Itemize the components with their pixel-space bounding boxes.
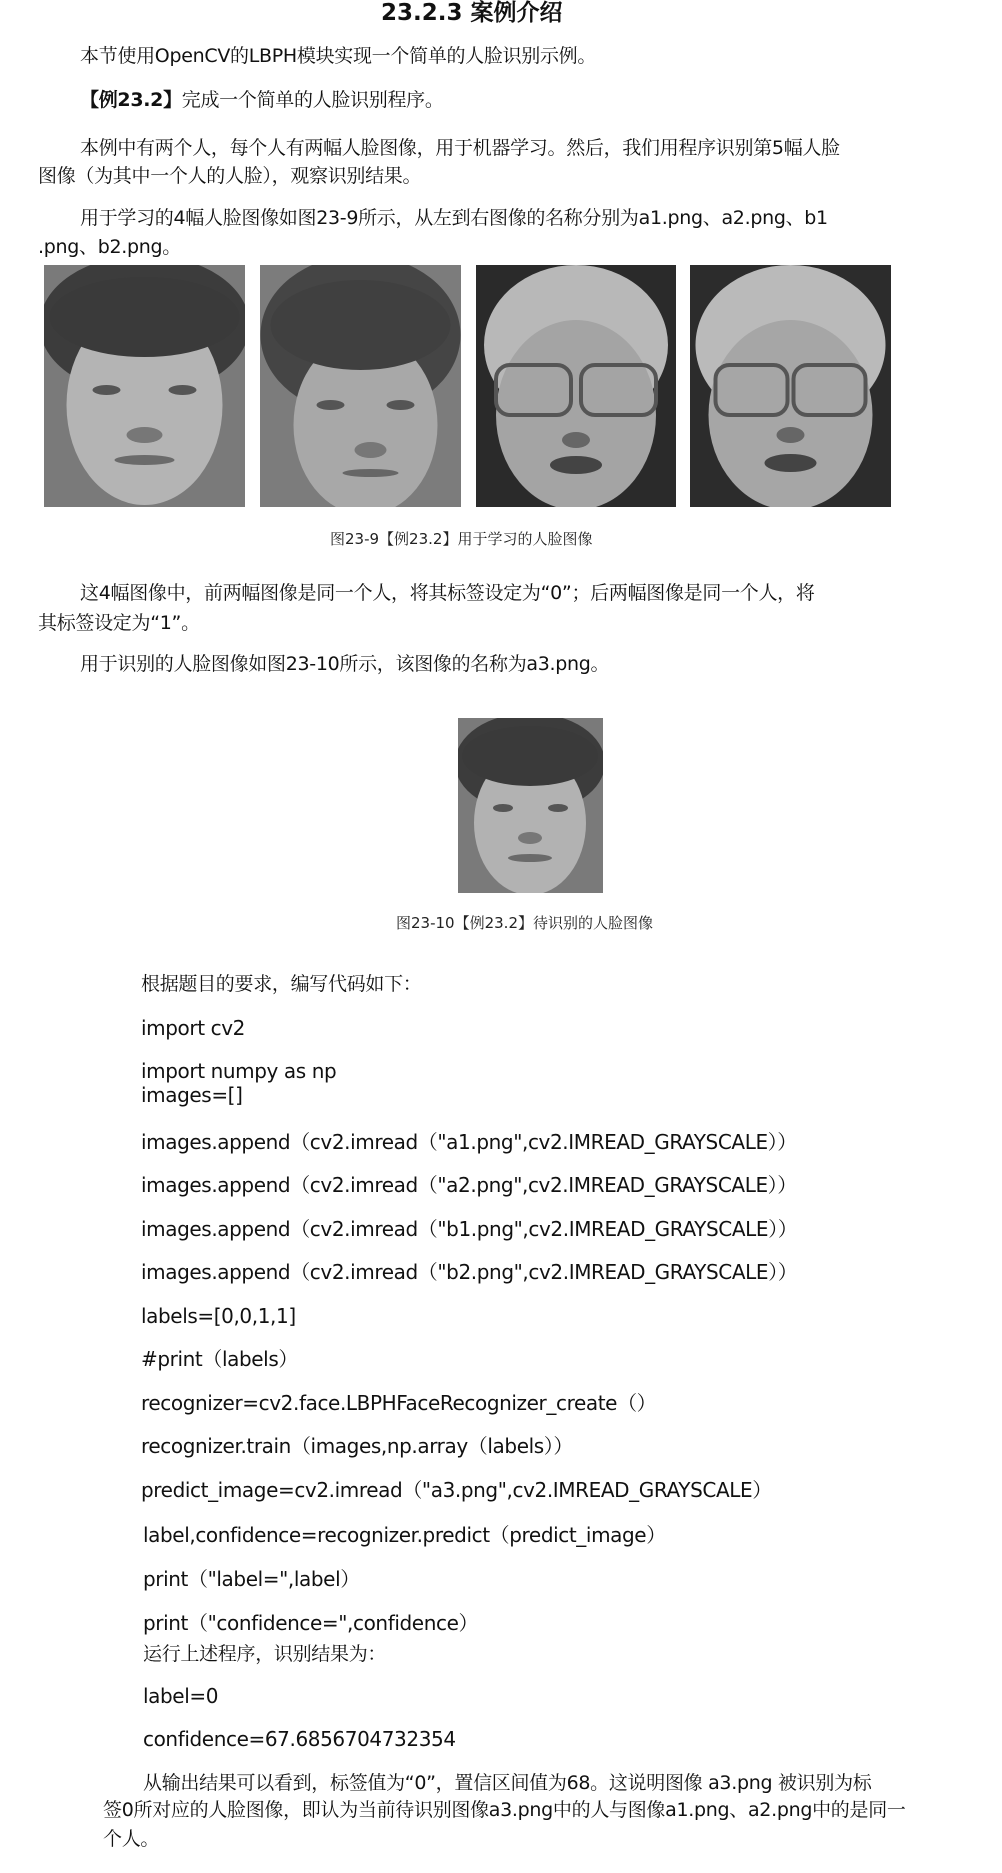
- face-a3-icon: [458, 718, 603, 893]
- example-text: 完成一个简单的人脸识别程序。: [181, 89, 444, 111]
- code-line: images.append（cv2.imread（"a1.png",cv2.IMREAD_GRAYSCALE））: [141, 1130, 797, 1154]
- code-intro: 根据题目的要求，编写代码如下：: [141, 973, 422, 995]
- conclusion-line: 从输出结果可以看到，标签值为“0”，置信区间值为68。这说明图像 a3.png 被识别为标: [143, 1772, 872, 1794]
- code-line: images.append（cv2.imread（"b1.png",cv2.IMREAD_GRAYSCALE））: [141, 1217, 798, 1241]
- code-line: recognizer.train（images,np.array（labels））: [141, 1434, 573, 1458]
- conclusion-line: 签0所对应的人脸图像，即认为当前待识别图像a3.png中的人与图像a1.png、a2.png中的是同一: [103, 1799, 906, 1821]
- result-confidence: confidence=67.6856704732354: [143, 1727, 456, 1751]
- face-image-a3: [458, 718, 603, 893]
- code-line: import numpy as np: [141, 1059, 337, 1083]
- conclusion-line: 个人。: [103, 1828, 160, 1850]
- paragraph-line: 本例中有两个人，每个人有两幅人脸图像，用于机器学习。然后，我们用程序识别第5幅人脸: [80, 137, 840, 159]
- code-line: label,confidence=recognizer.predict（predict_image）: [143, 1523, 666, 1547]
- section-title: 23.2.3 案例介绍: [381, 0, 563, 26]
- face-a2-icon: [260, 265, 461, 507]
- result-intro: 运行上述程序，识别结果为：: [143, 1643, 387, 1665]
- code-line: images.append（cv2.imread（"a2.png",cv2.IMREAD_GRAYSCALE））: [141, 1173, 797, 1197]
- code-line: print（"confidence=",confidence）: [143, 1611, 479, 1635]
- intro-paragraph: 本节使用OpenCV的LBPH模块实现一个简单的人脸识别示例。: [80, 45, 597, 67]
- figure-caption-23-9: 图23-9【例23.2】用于学习的人脸图像: [330, 530, 593, 548]
- code-line: predict_image=cv2.imread（"a3.png",cv2.IMREAD_GRAYSCALE）: [141, 1478, 772, 1502]
- paragraph-line: 这4幅图像中，前两幅图像是同一个人，将其标签设定为“0”；后两幅图像是同一个人，将: [80, 582, 815, 604]
- result-label: label=0: [143, 1684, 219, 1708]
- paragraph-line: 图像（为其中一个人的人脸），观察识别结果。: [38, 165, 422, 187]
- face-b1-icon: [476, 265, 676, 507]
- code-line: labels=[0,0,1,1]: [141, 1304, 296, 1328]
- code-line: #print（labels）: [141, 1347, 298, 1371]
- paragraph-line: 其标签设定为“1”。: [38, 612, 200, 634]
- example-label: 【例23.2】: [80, 89, 182, 111]
- code-line: images=[]: [141, 1083, 243, 1107]
- face-image-a1: [44, 265, 245, 507]
- code-line: print（"label=",label）: [143, 1567, 360, 1591]
- figure-caption-23-10: 图23-10【例23.2】待识别的人脸图像: [396, 914, 653, 932]
- face-image-b1: [476, 265, 676, 507]
- paragraph-line: 用于识别的人脸图像如图23-10所示，该图像的名称为a3.png。: [80, 653, 610, 675]
- code-line: import cv2: [141, 1016, 245, 1040]
- face-image-b2: [690, 265, 891, 507]
- face-b2-icon: [690, 265, 891, 507]
- face-image-a2: [260, 265, 461, 507]
- paragraph-line: 用于学习的4幅人脸图像如图23-9所示，从左到右图像的名称分别为a1.png、a2.png、b1: [80, 207, 828, 229]
- code-line: images.append（cv2.imread（"b2.png",cv2.IMREAD_GRAYSCALE））: [141, 1260, 798, 1284]
- paragraph-line: .png、b2.png。: [38, 236, 181, 258]
- code-line: recognizer=cv2.face.LBPHFaceRecognizer_create（）: [141, 1391, 657, 1415]
- example-heading: [80, 91, 444, 110]
- face-a1-icon: [44, 265, 245, 507]
